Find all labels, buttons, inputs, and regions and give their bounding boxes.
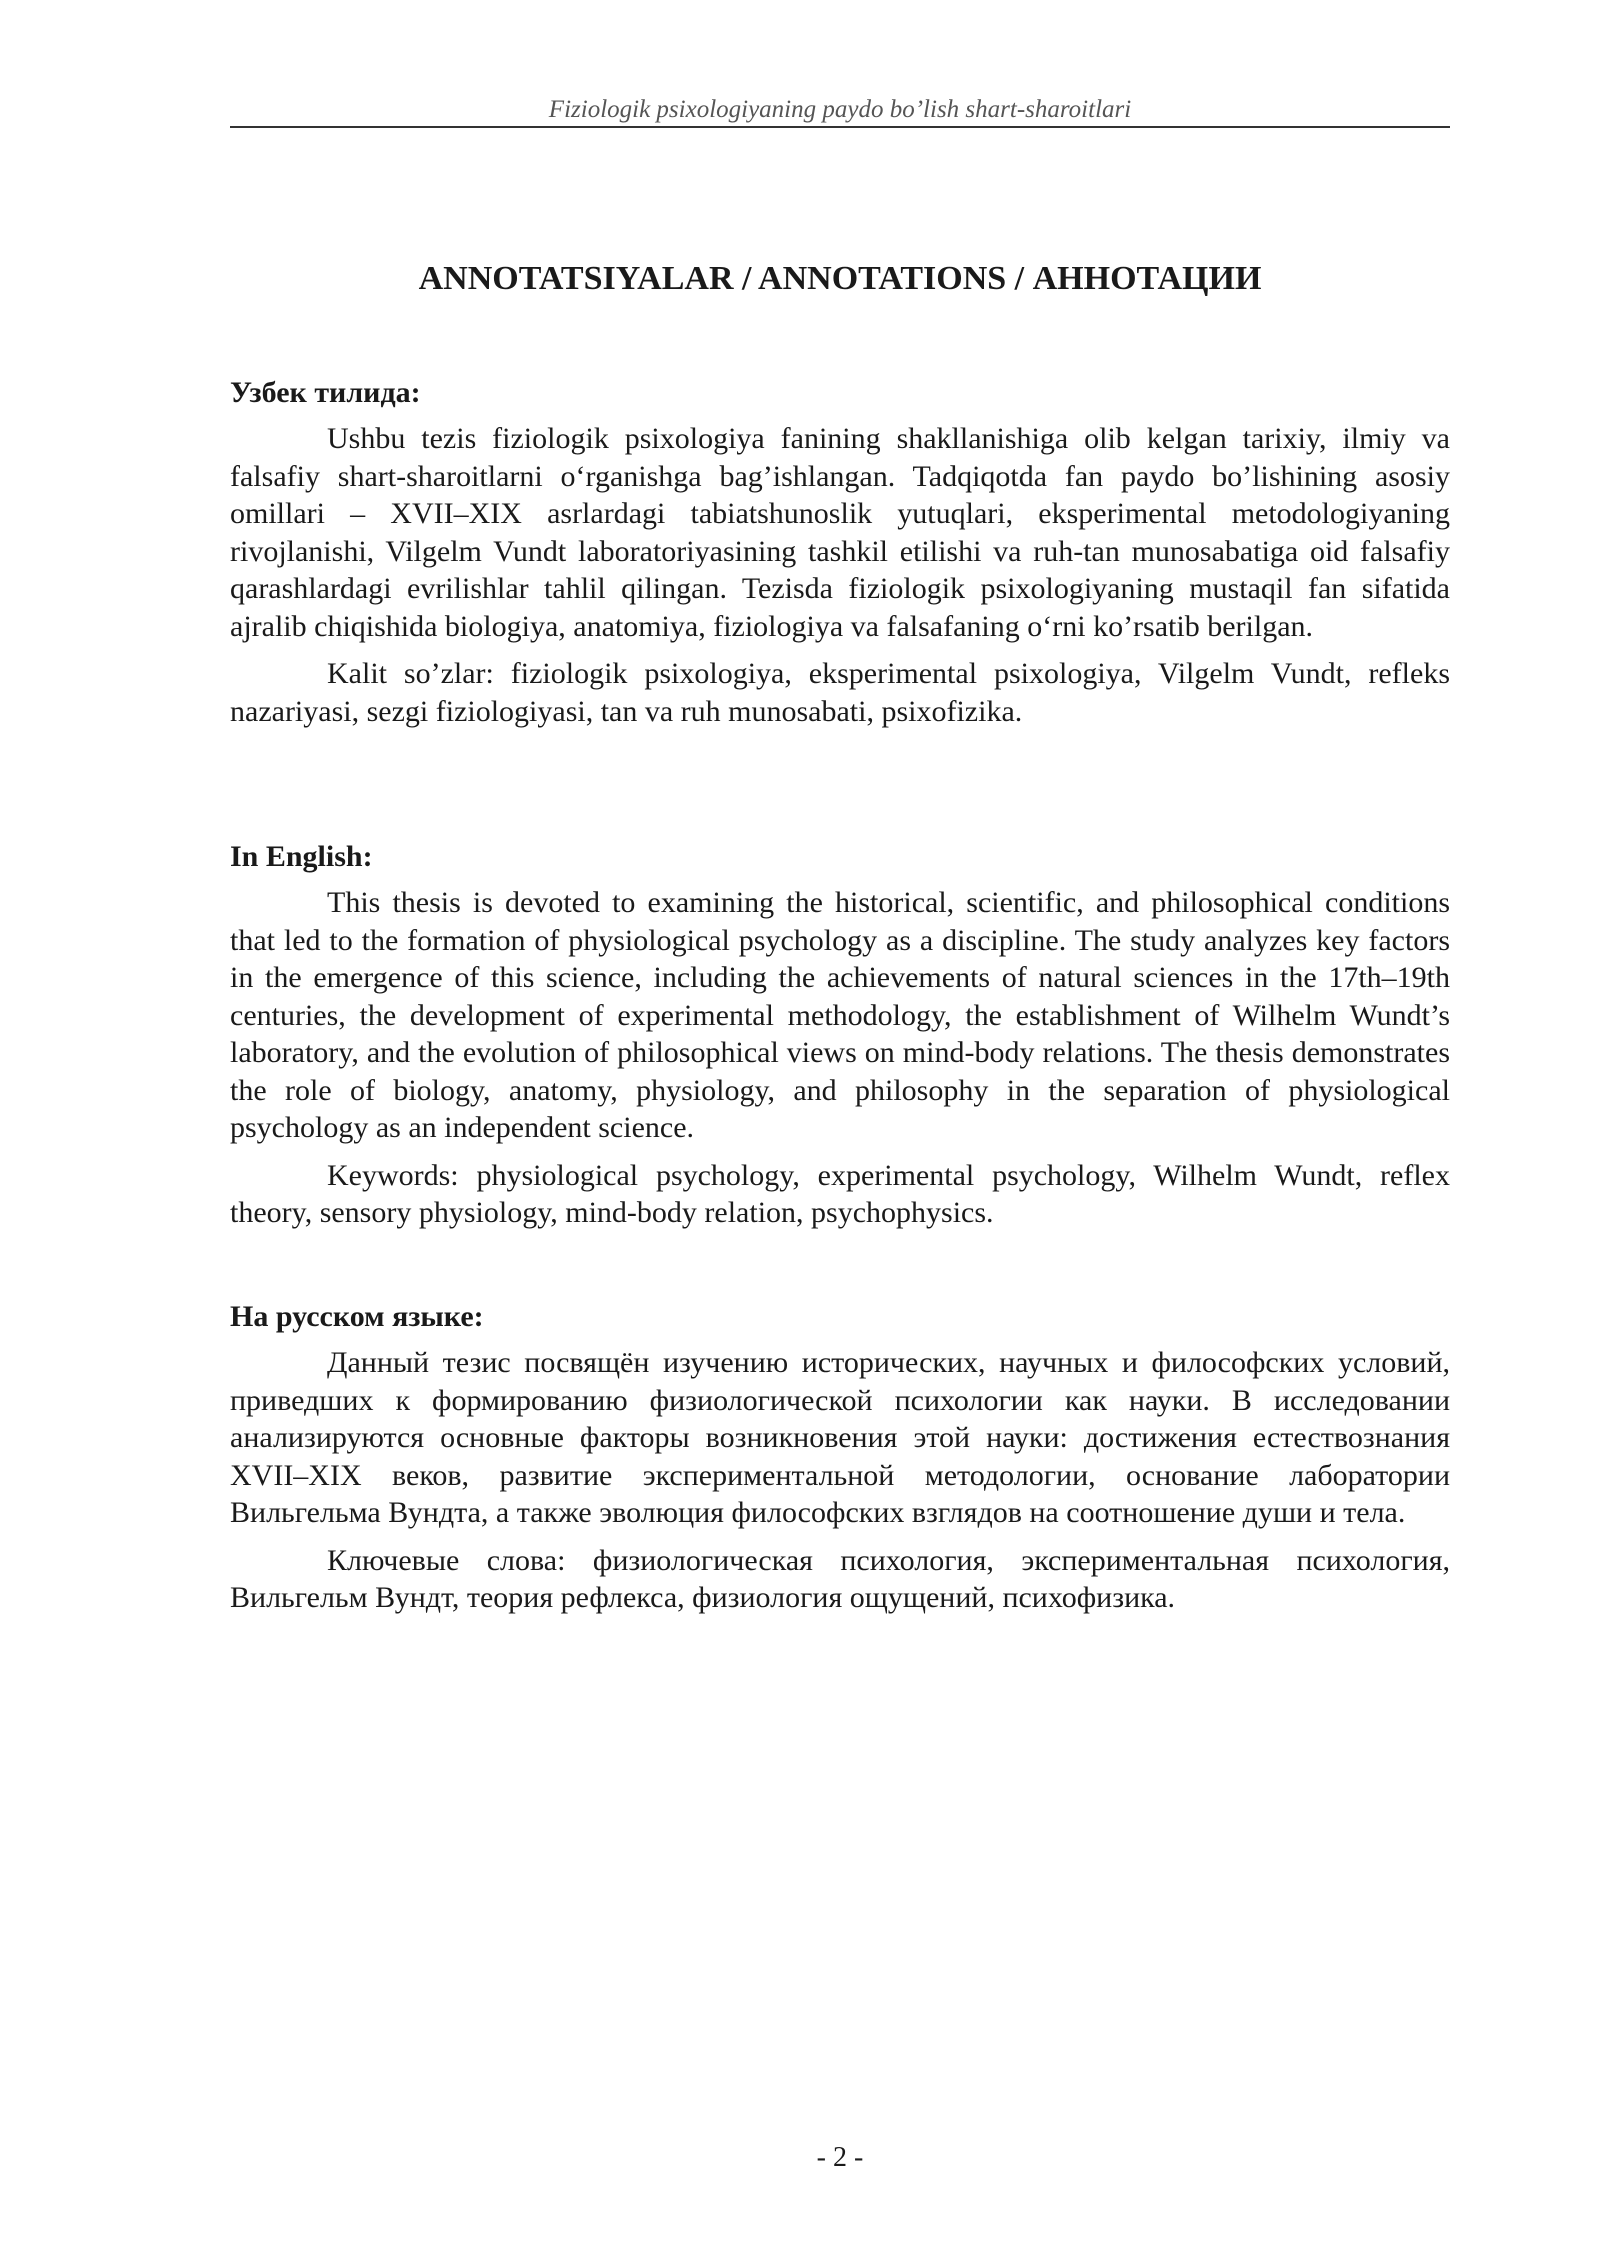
running-header: Fiziologik psixologiyaning paydo bo’lish shart-sharoitlari — [548, 96, 1132, 123]
page-title: ANNOTATSIYALAR / ANNOTATIONS / АННОТАЦИИ — [418, 260, 1262, 297]
section-heading-english: In English: — [230, 840, 373, 873]
abstract-english: This thesis is devoted to examining the historical, scientific, and philosophical conditions that led to the formation of physiological psychology as a discipline. The study analyzes key factors in the emergence of this science, including the achievements of natural sciences in the 17th–19th centuries, the development of experimental methodology, the establishment of Wilhelm Wundt’s laboratory, and the evolution of philosophical views on mind-body relations. The thesis demonstrates the role of biology, anatomy, physiology, and philosophy in the separation of physiological psychology as an independent science. — [230, 886, 1450, 1144]
page-number: - 2 - — [816, 2142, 864, 2173]
abstract-uzbek: Ushbu tezis fiziologik psixologiya fanining shakllanishiga olib kelgan tarixiy, ilmiy va falsafiy shart-sharoitlarni o‘rganishga bag’ishlangan. Tadqiqotda fan paydo bo’lishining asosiy omillari – XVII–XIX asrlardagi tabiatshunoslik yutuqlari, eksperimental metodologiyaning rivojlanishi, Vilgelm Vundt laboratoriyasining tashkil etilishi va ruh-tan munosabatiga oid falsafiy qarashlardagi evrilishlar tahlil qilingan. Tezisda fiziologik psixologiyaning mustaqil fan sifatida ajralib chiqishida biologiya, anatomiya, fiziologiya va falsafaning o‘rni ko’rsatib berilgan. — [230, 422, 1450, 643]
keywords-english: Keywords: physiological psychology, experimental psychology, Wilhelm Wundt, reflex theory, sensory physiology, mind-body relation, psychophysics. — [230, 1158, 1450, 1229]
abstract-russian: Данный тезис посвящён изучению исторических, научных и философских условий, приведших к формированию физиологической психологии как науки. В исследовании анализируются основные факторы возникновения этой науки: достижения естествознания XVII–XIX веков, развитие экспериментальной методологии, основание лаборатории Вильгельма Вундта, а также эволюция философских взглядов на соотношение души и тела. — [230, 1346, 1450, 1529]
section-english — [230, 836, 1450, 1242]
section-heading-russian: На русском языке: — [230, 1300, 484, 1333]
section-uzbek — [230, 372, 1450, 740]
keywords-uzbek: Kalit so’zlar: fiziologik psixologiya, eksperimental psixologiya, Vilgelm Vundt, refleks nazariyasi, sezgi fiziologiyasi, tan va ruh munosabati, psixofizika. — [230, 657, 1450, 728]
section-russian — [230, 1296, 1450, 1627]
section-heading-uzbek: Узбек тилида: — [230, 376, 421, 409]
header-divider — [230, 126, 1450, 128]
keywords-russian: Ключевые слова: физиологическая психология, экспериментальная психология, Вильгельм Вундт, теория рефлекса, физиология ощущений, психофизика. — [230, 1543, 1450, 1614]
